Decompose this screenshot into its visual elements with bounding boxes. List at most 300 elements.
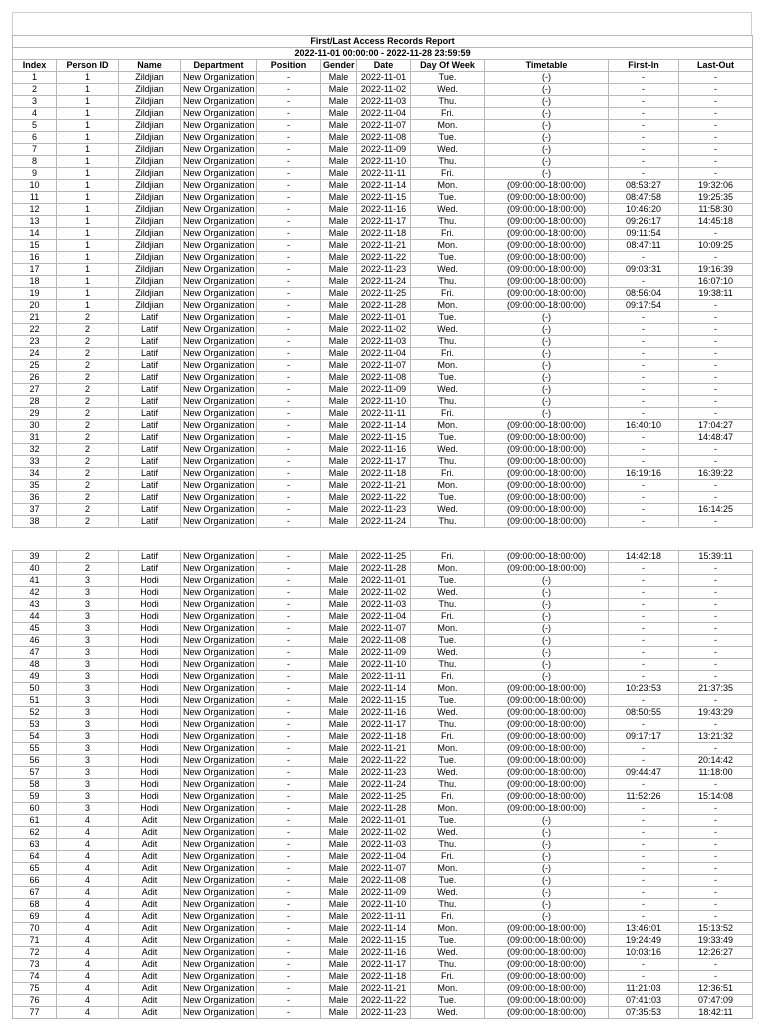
cell-first-in: 09:03:31 [609, 264, 679, 276]
cell-index: 39 [13, 551, 57, 563]
cell-last-out: - [679, 516, 753, 528]
cell-name: Hodi [119, 755, 181, 767]
cell-position: - [257, 779, 321, 791]
cell-position: - [257, 216, 321, 228]
cell-position: - [257, 504, 321, 516]
cell-position: - [257, 851, 321, 863]
table-row [13, 815, 753, 827]
cell-date: 2022-11-23 [357, 767, 411, 779]
table-row [13, 420, 753, 432]
cell-timetable: (-) [485, 168, 609, 180]
cell-timetable: (-) [485, 899, 609, 911]
cell-day-of-week: Thu. [411, 659, 485, 671]
cell-department: New Organization [181, 923, 257, 935]
cell-first-in: 14:42:18 [609, 551, 679, 563]
cell-position: - [257, 767, 321, 779]
cell-department: New Organization [181, 228, 257, 240]
table-row [13, 779, 753, 791]
cell-timetable: (-) [485, 839, 609, 851]
cell-first-in: 09:11:54 [609, 228, 679, 240]
cell-position: - [257, 923, 321, 935]
cell-date: 2022-11-04 [357, 108, 411, 120]
cell-gender: Male [321, 516, 357, 528]
cell-person-id: 3 [57, 671, 119, 683]
table-row [13, 767, 753, 779]
cell-name: Adit [119, 935, 181, 947]
cell-gender: Male [321, 707, 357, 719]
cell-timetable: (09:00:00-18:00:00) [485, 731, 609, 743]
cell-position: - [257, 683, 321, 695]
cell-gender: Male [321, 180, 357, 192]
cell-department: New Organization [181, 504, 257, 516]
cell-timetable: (-) [485, 863, 609, 875]
table-row [13, 947, 753, 959]
table-row [13, 575, 753, 587]
cell-position: - [257, 132, 321, 144]
cell-timetable: (09:00:00-18:00:00) [485, 180, 609, 192]
cell-first-in: - [609, 815, 679, 827]
cell-department: New Organization [181, 911, 257, 923]
cell-name: Zildjian [119, 168, 181, 180]
cell-index: 18 [13, 276, 57, 288]
cell-gender: Male [321, 767, 357, 779]
cell-name: Zildjian [119, 192, 181, 204]
cell-name: Latif [119, 396, 181, 408]
cell-day-of-week: Fri. [411, 911, 485, 923]
table-row [13, 468, 753, 480]
cell-last-out: 19:43:29 [679, 707, 753, 719]
cell-last-out: - [679, 599, 753, 611]
cell-person-id: 4 [57, 863, 119, 875]
cell-last-out: 13:21:32 [679, 731, 753, 743]
cell-first-in: - [609, 84, 679, 96]
cell-first-in: - [609, 336, 679, 348]
cell-timetable: (09:00:00-18:00:00) [485, 551, 609, 563]
cell-first-in: - [609, 887, 679, 899]
cell-timetable: (-) [485, 887, 609, 899]
cell-date: 2022-11-07 [357, 360, 411, 372]
cell-timetable: (09:00:00-18:00:00) [485, 947, 609, 959]
cell-date: 2022-11-11 [357, 408, 411, 420]
cell-index: 44 [13, 611, 57, 623]
cell-first-in: - [609, 899, 679, 911]
cell-timetable: (-) [485, 72, 609, 84]
cell-index: 41 [13, 575, 57, 587]
table-row [13, 635, 753, 647]
cell-day-of-week: Tue. [411, 492, 485, 504]
cell-position: - [257, 324, 321, 336]
cell-first-in: - [609, 96, 679, 108]
cell-name: Hodi [119, 623, 181, 635]
cell-timetable: (-) [485, 396, 609, 408]
cell-date: 2022-11-09 [357, 887, 411, 899]
cell-index: 77 [13, 1007, 57, 1019]
cell-department: New Organization [181, 252, 257, 264]
cell-index: 13 [13, 216, 57, 228]
cell-date: 2022-11-09 [357, 647, 411, 659]
table-row [13, 204, 753, 216]
cell-name: Zildjian [119, 204, 181, 216]
cell-timetable: (09:00:00-18:00:00) [485, 1007, 609, 1019]
table-row [13, 1007, 753, 1019]
cell-first-in: 08:56:04 [609, 288, 679, 300]
cell-person-id: 3 [57, 587, 119, 599]
cell-department: New Organization [181, 216, 257, 228]
cell-person-id: 1 [57, 180, 119, 192]
cell-index: 6 [13, 132, 57, 144]
cell-timetable: (-) [485, 599, 609, 611]
cell-name: Hodi [119, 779, 181, 791]
cell-department: New Organization [181, 779, 257, 791]
cell-gender: Male [321, 252, 357, 264]
cell-position: - [257, 707, 321, 719]
cell-gender: Male [321, 204, 357, 216]
cell-name: Zildjian [119, 132, 181, 144]
cell-index: 61 [13, 815, 57, 827]
cell-first-in: - [609, 384, 679, 396]
cell-timetable: (09:00:00-18:00:00) [485, 707, 609, 719]
cell-timetable: (-) [485, 120, 609, 132]
report-title-row [13, 36, 753, 48]
cell-department: New Organization [181, 563, 257, 575]
cell-position: - [257, 791, 321, 803]
cell-last-out: 19:25:35 [679, 192, 753, 204]
cell-day-of-week: Wed. [411, 707, 485, 719]
cell-position: - [257, 84, 321, 96]
cell-last-out: - [679, 228, 753, 240]
cell-day-of-week: Fri. [411, 971, 485, 983]
cell-person-id: 3 [57, 635, 119, 647]
cell-gender: Male [321, 408, 357, 420]
cell-day-of-week: Tue. [411, 132, 485, 144]
cell-gender: Male [321, 575, 357, 587]
cell-index: 29 [13, 408, 57, 420]
cell-person-id: 3 [57, 743, 119, 755]
cell-position: - [257, 360, 321, 372]
cell-department: New Organization [181, 432, 257, 444]
cell-day-of-week: Mon. [411, 240, 485, 252]
table-row [13, 647, 753, 659]
cell-index: 27 [13, 384, 57, 396]
cell-index: 37 [13, 504, 57, 516]
cell-last-out: - [679, 96, 753, 108]
cell-index: 52 [13, 707, 57, 719]
cell-index: 47 [13, 647, 57, 659]
cell-date: 2022-11-21 [357, 983, 411, 995]
cell-first-in: - [609, 911, 679, 923]
cell-timetable: (09:00:00-18:00:00) [485, 456, 609, 468]
cell-gender: Male [321, 420, 357, 432]
cell-position: - [257, 288, 321, 300]
cell-first-in: - [609, 144, 679, 156]
cell-name: Zildjian [119, 144, 181, 156]
cell-last-out: - [679, 887, 753, 899]
cell-person-id: 2 [57, 551, 119, 563]
cell-position: - [257, 587, 321, 599]
cell-name: Adit [119, 995, 181, 1007]
cell-first-in: 07:41:03 [609, 995, 679, 1007]
cell-day-of-week: Wed. [411, 84, 485, 96]
cell-position: - [257, 144, 321, 156]
cell-first-in: 08:47:11 [609, 240, 679, 252]
cell-position: - [257, 444, 321, 456]
cell-person-id: 1 [57, 192, 119, 204]
cell-person-id: 2 [57, 420, 119, 432]
cell-day-of-week: Tue. [411, 635, 485, 647]
cell-gender: Male [321, 671, 357, 683]
cell-position: - [257, 516, 321, 528]
cell-first-in: 09:44:47 [609, 767, 679, 779]
cell-first-in: - [609, 396, 679, 408]
cell-last-out: - [679, 132, 753, 144]
table-row [13, 827, 753, 839]
cell-last-out: 15:14:08 [679, 791, 753, 803]
cell-first-in: - [609, 959, 679, 971]
cell-position: - [257, 120, 321, 132]
cell-gender: Male [321, 947, 357, 959]
cell-index: 38 [13, 516, 57, 528]
cell-gender: Male [321, 815, 357, 827]
cell-timetable: (09:00:00-18:00:00) [485, 695, 609, 707]
table-row [13, 659, 753, 671]
table-row [13, 863, 753, 875]
cell-date: 2022-11-15 [357, 935, 411, 947]
cell-department: New Organization [181, 863, 257, 875]
cell-position: - [257, 240, 321, 252]
cell-index: 16 [13, 252, 57, 264]
cell-name: Adit [119, 827, 181, 839]
cell-last-out: 19:16:39 [679, 264, 753, 276]
cell-name: Hodi [119, 647, 181, 659]
cell-timetable: (09:00:00-18:00:00) [485, 791, 609, 803]
cell-timetable: (-) [485, 132, 609, 144]
cell-day-of-week: Wed. [411, 1007, 485, 1019]
cell-index: 43 [13, 599, 57, 611]
column-header: Index [13, 60, 57, 72]
cell-person-id: 1 [57, 132, 119, 144]
records-table-page-1 [12, 35, 753, 528]
cell-timetable: (09:00:00-18:00:00) [485, 204, 609, 216]
cell-department: New Organization [181, 516, 257, 528]
cell-last-out: 07:47:09 [679, 995, 753, 1007]
cell-index: 4 [13, 108, 57, 120]
cell-department: New Organization [181, 348, 257, 360]
cell-position: - [257, 480, 321, 492]
cell-first-in: 13:46:01 [609, 923, 679, 935]
cell-department: New Organization [181, 156, 257, 168]
cell-name: Zildjian [119, 252, 181, 264]
cell-position: - [257, 635, 321, 647]
cell-name: Hodi [119, 791, 181, 803]
cell-name: Zildjian [119, 180, 181, 192]
column-header: Gender [321, 60, 357, 72]
cell-first-in: 08:47:58 [609, 192, 679, 204]
cell-date: 2022-11-03 [357, 96, 411, 108]
cell-position: - [257, 228, 321, 240]
cell-day-of-week: Fri. [411, 851, 485, 863]
table-row [13, 683, 753, 695]
cell-date: 2022-11-18 [357, 468, 411, 480]
cell-gender: Male [321, 156, 357, 168]
cell-first-in: - [609, 120, 679, 132]
cell-index: 23 [13, 336, 57, 348]
cell-department: New Organization [181, 240, 257, 252]
cell-day-of-week: Thu. [411, 216, 485, 228]
cell-index: 58 [13, 779, 57, 791]
cell-date: 2022-11-01 [357, 72, 411, 84]
cell-department: New Organization [181, 659, 257, 671]
cell-gender: Male [321, 168, 357, 180]
cell-name: Zildjian [119, 288, 181, 300]
cell-date: 2022-11-09 [357, 384, 411, 396]
cell-last-out: - [679, 695, 753, 707]
cell-gender: Male [321, 959, 357, 971]
cell-gender: Male [321, 935, 357, 947]
cell-gender: Male [321, 216, 357, 228]
cell-date: 2022-11-02 [357, 827, 411, 839]
cell-person-id: 1 [57, 96, 119, 108]
cell-date: 2022-11-03 [357, 599, 411, 611]
cell-gender: Male [321, 468, 357, 480]
cell-date: 2022-11-09 [357, 144, 411, 156]
table-row [13, 96, 753, 108]
cell-name: Adit [119, 983, 181, 995]
cell-date: 2022-11-17 [357, 719, 411, 731]
cell-timetable: (09:00:00-18:00:00) [485, 432, 609, 444]
cell-day-of-week: Fri. [411, 288, 485, 300]
cell-last-out: - [679, 875, 753, 887]
cell-day-of-week: Tue. [411, 935, 485, 947]
cell-timetable: (-) [485, 96, 609, 108]
cell-gender: Male [321, 108, 357, 120]
cell-department: New Organization [181, 887, 257, 899]
cell-department: New Organization [181, 767, 257, 779]
cell-timetable: (-) [485, 647, 609, 659]
cell-timetable: (09:00:00-18:00:00) [485, 923, 609, 935]
cell-gender: Male [321, 635, 357, 647]
cell-day-of-week: Thu. [411, 839, 485, 851]
cell-index: 76 [13, 995, 57, 1007]
cell-first-in: - [609, 132, 679, 144]
cell-first-in: - [609, 755, 679, 767]
cell-date: 2022-11-15 [357, 432, 411, 444]
cell-position: - [257, 192, 321, 204]
cell-department: New Organization [181, 791, 257, 803]
cell-day-of-week: Fri. [411, 408, 485, 420]
cell-day-of-week: Mon. [411, 683, 485, 695]
cell-position: - [257, 300, 321, 312]
cell-index: 51 [13, 695, 57, 707]
cell-date: 2022-11-17 [357, 216, 411, 228]
records-body-page-1 [13, 72, 753, 528]
cell-last-out: - [679, 252, 753, 264]
cell-department: New Organization [181, 192, 257, 204]
cell-date: 2022-11-22 [357, 492, 411, 504]
cell-name: Latif [119, 372, 181, 384]
cell-index: 12 [13, 204, 57, 216]
cell-day-of-week: Thu. [411, 276, 485, 288]
cell-last-out: - [679, 72, 753, 84]
cell-gender: Male [321, 683, 357, 695]
cell-last-out: 15:13:52 [679, 923, 753, 935]
cell-date: 2022-11-15 [357, 695, 411, 707]
cell-position: - [257, 72, 321, 84]
cell-gender: Male [321, 300, 357, 312]
cell-person-id: 2 [57, 372, 119, 384]
records-body-page-2 [13, 551, 753, 1019]
cell-timetable: (-) [485, 144, 609, 156]
cell-department: New Organization [181, 312, 257, 324]
table-row [13, 551, 753, 563]
cell-day-of-week: Wed. [411, 887, 485, 899]
cell-person-id: 3 [57, 575, 119, 587]
cell-last-out: - [679, 671, 753, 683]
cell-first-in: 16:19:16 [609, 468, 679, 480]
cell-name: Zildjian [119, 216, 181, 228]
table-row [13, 84, 753, 96]
cell-department: New Organization [181, 671, 257, 683]
cell-date: 2022-11-02 [357, 324, 411, 336]
cell-last-out: - [679, 168, 753, 180]
cell-last-out: - [679, 743, 753, 755]
cell-person-id: 4 [57, 839, 119, 851]
cell-position: - [257, 959, 321, 971]
cell-department: New Organization [181, 168, 257, 180]
cell-person-id: 1 [57, 288, 119, 300]
cell-position: - [257, 755, 321, 767]
cell-index: 48 [13, 659, 57, 671]
column-header: Name [119, 60, 181, 72]
cell-date: 2022-11-11 [357, 911, 411, 923]
cell-position: - [257, 899, 321, 911]
cell-day-of-week: Mon. [411, 563, 485, 575]
cell-index: 30 [13, 420, 57, 432]
cell-first-in: - [609, 168, 679, 180]
cell-last-out: - [679, 396, 753, 408]
cell-last-out: - [679, 492, 753, 504]
table-row [13, 587, 753, 599]
cell-name: Zildjian [119, 276, 181, 288]
cell-department: New Organization [181, 132, 257, 144]
cell-position: - [257, 815, 321, 827]
cell-day-of-week: Wed. [411, 504, 485, 516]
cell-person-id: 3 [57, 731, 119, 743]
cell-person-id: 2 [57, 492, 119, 504]
cell-last-out: - [679, 300, 753, 312]
cell-gender: Male [321, 887, 357, 899]
cell-person-id: 1 [57, 240, 119, 252]
cell-first-in: 10:23:53 [609, 683, 679, 695]
table-row [13, 504, 753, 516]
cell-person-id: 3 [57, 755, 119, 767]
cell-name: Hodi [119, 635, 181, 647]
cell-timetable: (-) [485, 312, 609, 324]
cell-timetable: (09:00:00-18:00:00) [485, 192, 609, 204]
cell-department: New Organization [181, 300, 257, 312]
cell-department: New Organization [181, 420, 257, 432]
cell-index: 14 [13, 228, 57, 240]
table-row [13, 144, 753, 156]
cell-last-out: - [679, 480, 753, 492]
cell-position: - [257, 983, 321, 995]
column-header: Date [357, 60, 411, 72]
cell-name: Adit [119, 971, 181, 983]
cell-timetable: (09:00:00-18:00:00) [485, 803, 609, 815]
cell-index: 70 [13, 923, 57, 935]
cell-timetable: (09:00:00-18:00:00) [485, 983, 609, 995]
cell-day-of-week: Wed. [411, 324, 485, 336]
cell-day-of-week: Wed. [411, 384, 485, 396]
